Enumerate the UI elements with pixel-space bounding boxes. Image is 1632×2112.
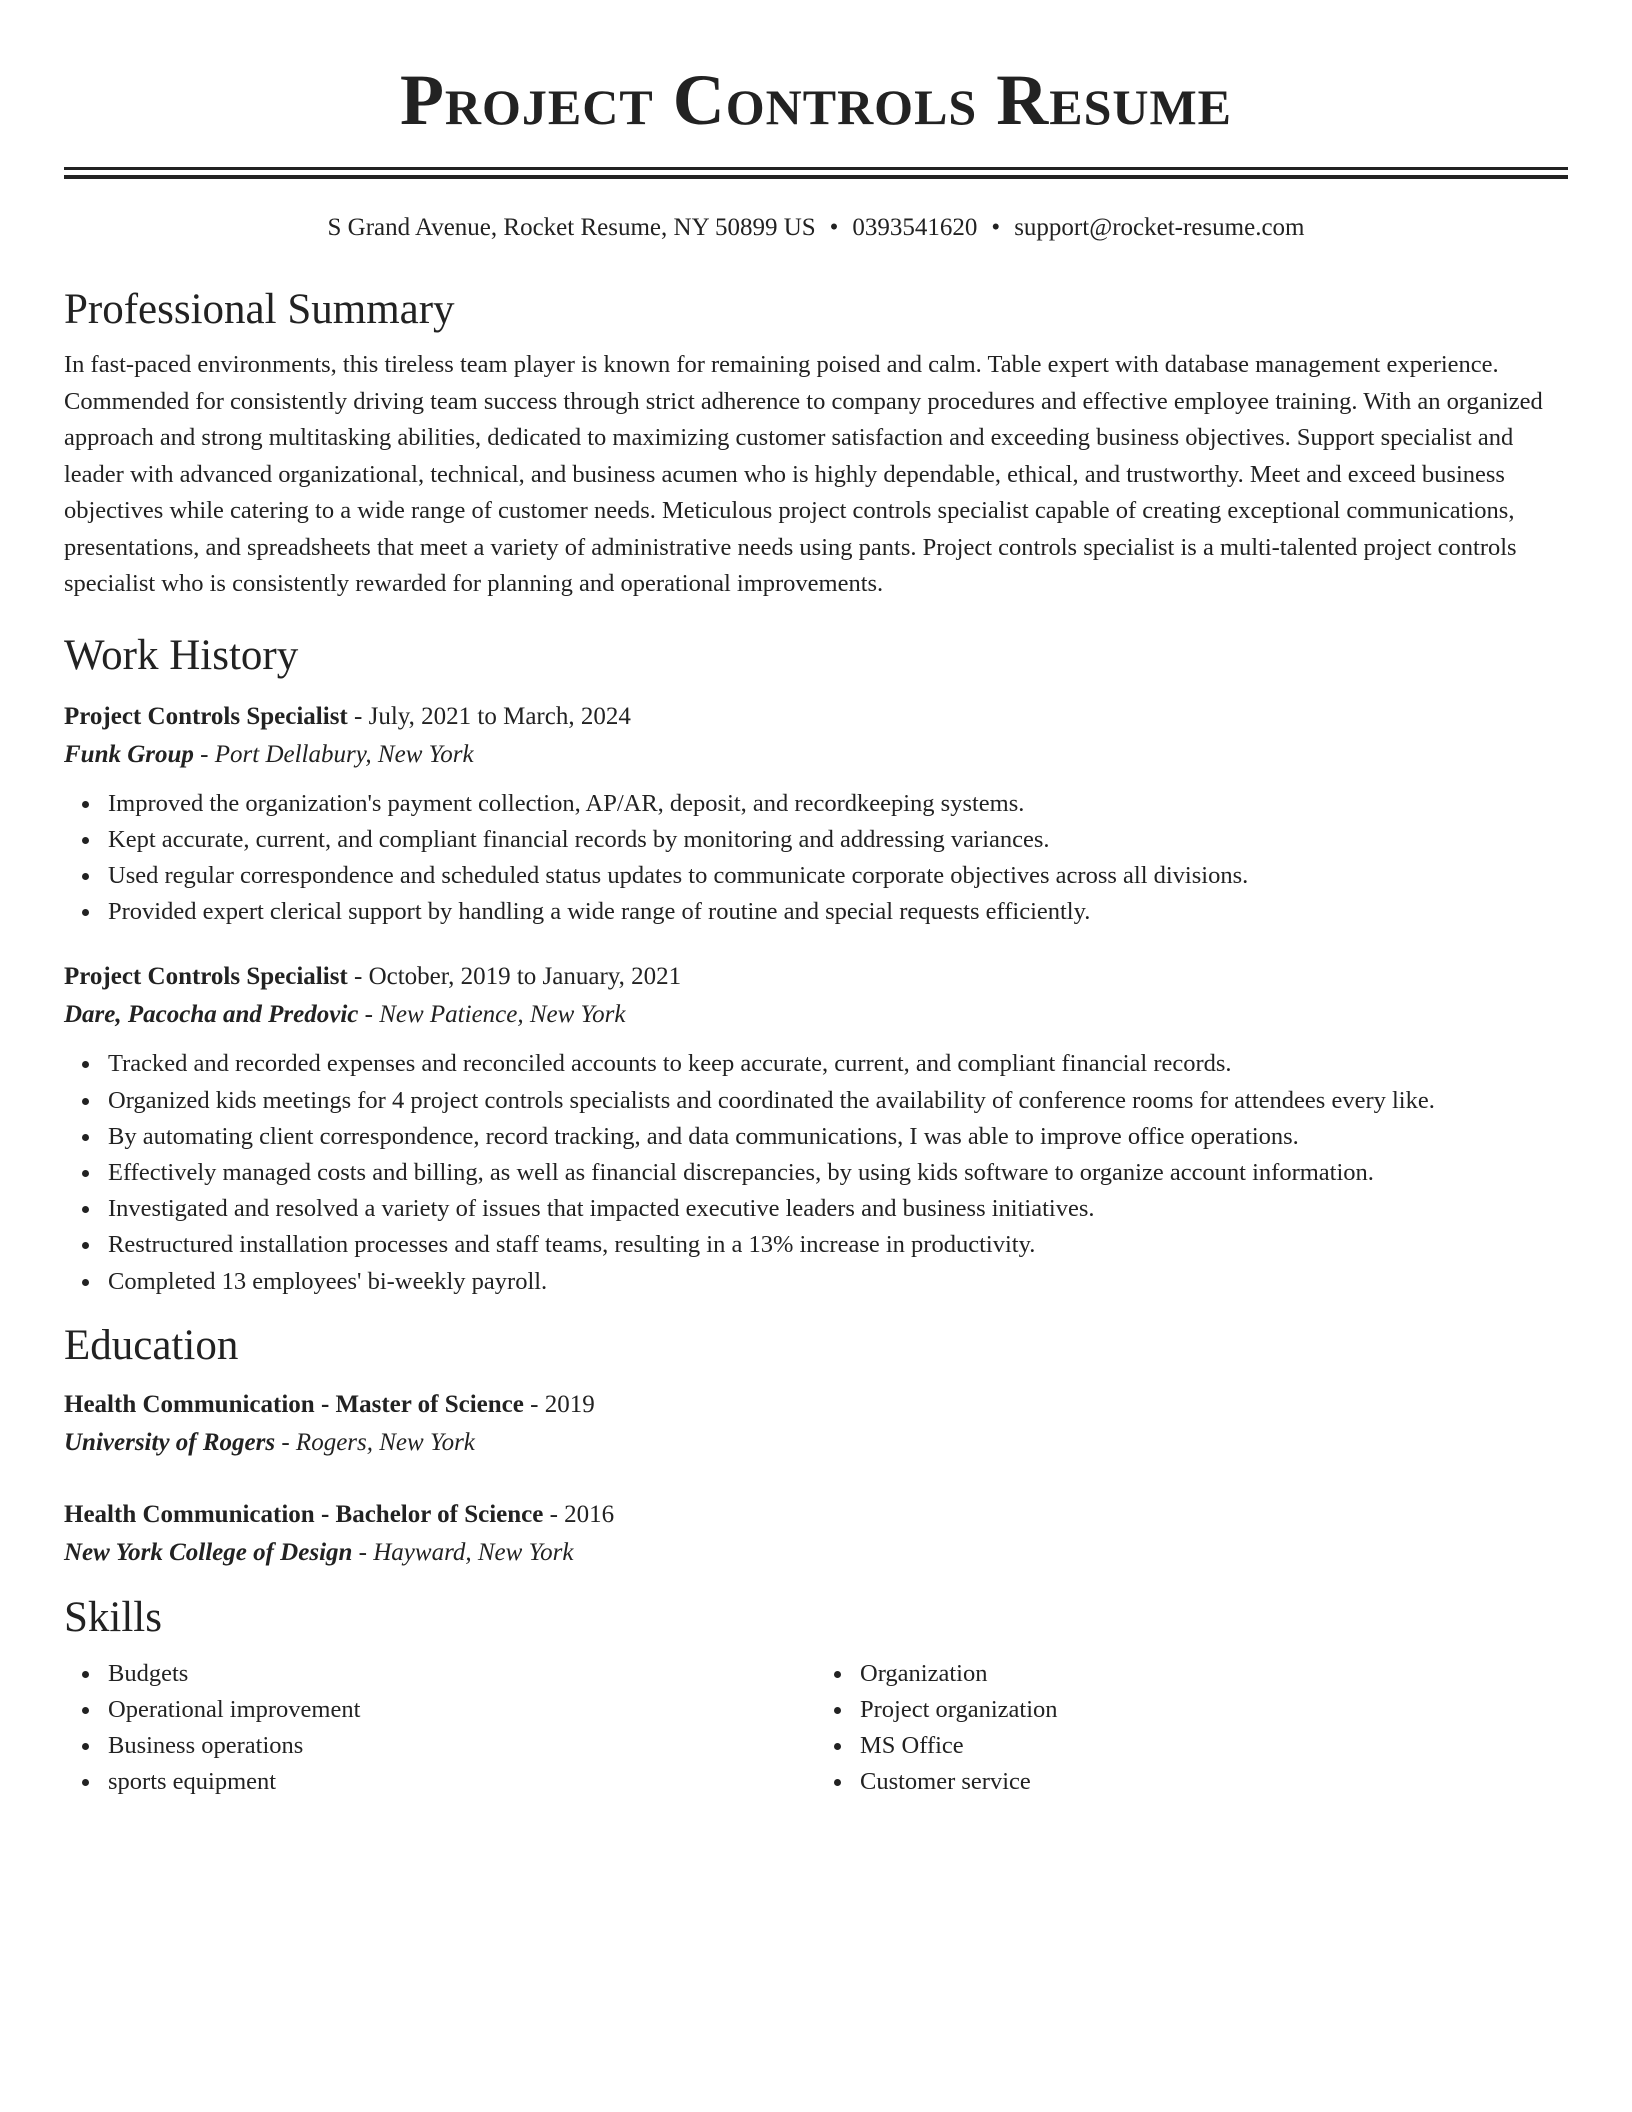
education-school: University of Rogers [64,1428,276,1456]
job-bullet-text: Investigated and resolved a variety of issues that impacted executive leaders and business initiatives. [108,1195,1095,1223]
bullet-dot [82,1779,89,1786]
contact-separator: • [829,214,839,241]
job-bullet [108,822,1568,858]
contact-separator: • [991,214,1001,241]
skill-text: Project organization [860,1695,1058,1723]
bullet-dot [82,1061,89,1068]
bullet-dot [82,1279,89,1286]
bullet-dot [82,1098,89,1105]
job-bullet-text: Restructured installation processes and staff teams, resulting in a 13% increase in productivity. [108,1231,1036,1259]
education-degree-line [64,1386,1568,1424]
education-entry [64,1386,1568,1462]
education-location: - Hayward, New York [352,1538,574,1566]
job-title: Project Controls Specialist [64,963,348,991]
job-bullet-text: Organized kids meetings for 4 project controls specialists and coordinated the availability of conference rooms for attendees every like. [108,1086,1435,1114]
job-bullet-list [64,1046,1568,1299]
skill-item [860,1692,1568,1728]
bullet-dot [82,1707,89,1714]
education-year: - 2016 [543,1500,615,1528]
job-bullet-text: Tracked and recorded expenses and reconciled accounts to keep accurate, current, and compliant financial records. [108,1050,1232,1078]
job-title-line [64,958,1568,996]
skill-text: Budgets [108,1659,189,1687]
job-bullet [108,1119,1568,1155]
skill-item [108,1728,816,1764]
skill-text: Operational improvement [108,1695,361,1723]
job-bullet-text: Completed 13 employees' bi-weekly payroll. [108,1267,548,1295]
job-bullet [108,1227,1568,1263]
skills-list-right [816,1656,1568,1801]
contact-line [64,212,1568,244]
skill-item [108,1692,816,1728]
job-bullet-text: Effectively managed costs and billing, as well as financial discrepancies, by using kids software to organize account information. [108,1158,1374,1186]
skill-item [860,1656,1568,1692]
skills-list-left [64,1656,816,1801]
bullet-dot [82,909,89,916]
bullet-dot [82,1671,89,1678]
skill-text: Customer service [860,1768,1031,1796]
education-heading: Education [64,1321,239,1369]
bullet-dot [82,1743,89,1750]
job-bullet [108,858,1568,894]
job-bullet-text: Provided expert clerical support by handling a wide range of routine and special requests efficiently. [108,898,1091,926]
job-title-line [64,698,1568,736]
job-company-line [64,996,1568,1034]
bullet-dot [82,801,89,808]
job-bullet-text: By automating client correspondence, record tracking, and data communications, I was able to improve office operations. [108,1122,1299,1150]
job-bullet [108,1046,1568,1082]
job-bullet [108,1264,1568,1300]
education-school-line [64,1424,1568,1462]
job-location: - Port Dellabury, New York [193,740,474,768]
bullet-dot [82,1206,89,1213]
summary-heading: Professional Summary [64,286,455,333]
job-title: Project Controls Specialist [64,702,348,730]
education-degree: Health Communication - Bachelor of Science [64,1500,544,1528]
education-school-line [64,1534,1568,1572]
job-bullet-list [64,786,1568,931]
job-bullet [108,1191,1568,1227]
job-bullet [108,894,1568,930]
contact-address: S Grand Avenue, Rocket Resume, NY 50899 US [327,214,816,241]
bullet-dot [82,1134,89,1141]
bullet-dot [834,1707,841,1714]
job-entry [64,958,1568,1299]
skill-text: MS Office [860,1732,964,1760]
education-degree: Health Communication - Master of Science [64,1390,524,1418]
skill-text: Business operations [108,1732,304,1760]
resume-title: Project Controls Resume [399,60,1233,140]
job-company-line [64,736,1568,774]
bullet-dot [82,873,89,880]
education-entry [64,1496,1568,1572]
job-dates: - July, 2021 to March, 2024 [347,702,631,730]
bullet-dot [82,1170,89,1177]
work-history-heading: Work History [64,631,299,679]
job-location: - New Patience, New York [358,1001,626,1029]
education-school: New York College of Design [64,1538,353,1566]
skill-item [860,1728,1568,1764]
job-company: Funk Group [64,740,194,768]
skill-item [108,1656,816,1692]
education-year: - 2019 [523,1390,595,1418]
skill-text: Organization [860,1659,988,1687]
contact-phone: 0393541620 [852,214,978,241]
bullet-dot [834,1743,841,1750]
summary-text: In fast-paced environments, this tireless team player is known for remaining poised and calm. Table expert with database management experience. Commended for consistently driving team success through strict adherence to company procedures and effective employee training. With an organized approach and strong multitasking abilities, dedicated to maximizing customer satisfaction and exceeding business objectives. Support specialist and leader with advanced organizational, technical, and business acumen who is highly dependable, ethical, and trustworthy. Meet and exceed business objectives while catering to a wide range of customer needs. Meticulous project controls specialist capable of creating exceptional communications, presentations, and spreadsheets that meet a variety of administrative needs using pants. Project controls specialist is a multi-talented project controls specialist who is consistently rewarded for planning and operational improvements. [64,351,1543,597]
education-location: - Rogers, New York [275,1428,475,1456]
contact-email: support@rocket-resume.com [1014,214,1305,241]
skill-item [860,1764,1568,1800]
skill-item [108,1764,816,1800]
job-bullet [108,786,1568,822]
job-bullet [108,1155,1568,1191]
skills-heading: Skills [64,1593,162,1641]
title-double-rule [64,167,1568,179]
bullet-dot [834,1779,841,1786]
job-company: Dare, Pacocha and Predovic [64,1001,359,1029]
bullet-dot [82,837,89,844]
skill-text: sports equipment [108,1768,277,1796]
skills-columns [64,1656,1568,1801]
job-bullet [108,1083,1568,1119]
job-bullet-text: Improved the organization's payment collection, AP/AR, deposit, and recordkeeping systems. [108,789,1025,817]
bullet-dot [82,1242,89,1249]
job-dates: - October, 2019 to January, 2021 [347,963,682,991]
job-entry [64,698,1568,931]
job-bullet-text: Used regular correspondence and scheduled status updates to communicate corporate objectives across all divisions. [108,861,1249,889]
job-bullet-text: Kept accurate, current, and compliant financial records by monitoring and addressing variances. [108,825,1050,853]
education-degree-line [64,1496,1568,1534]
bullet-dot [834,1671,841,1678]
